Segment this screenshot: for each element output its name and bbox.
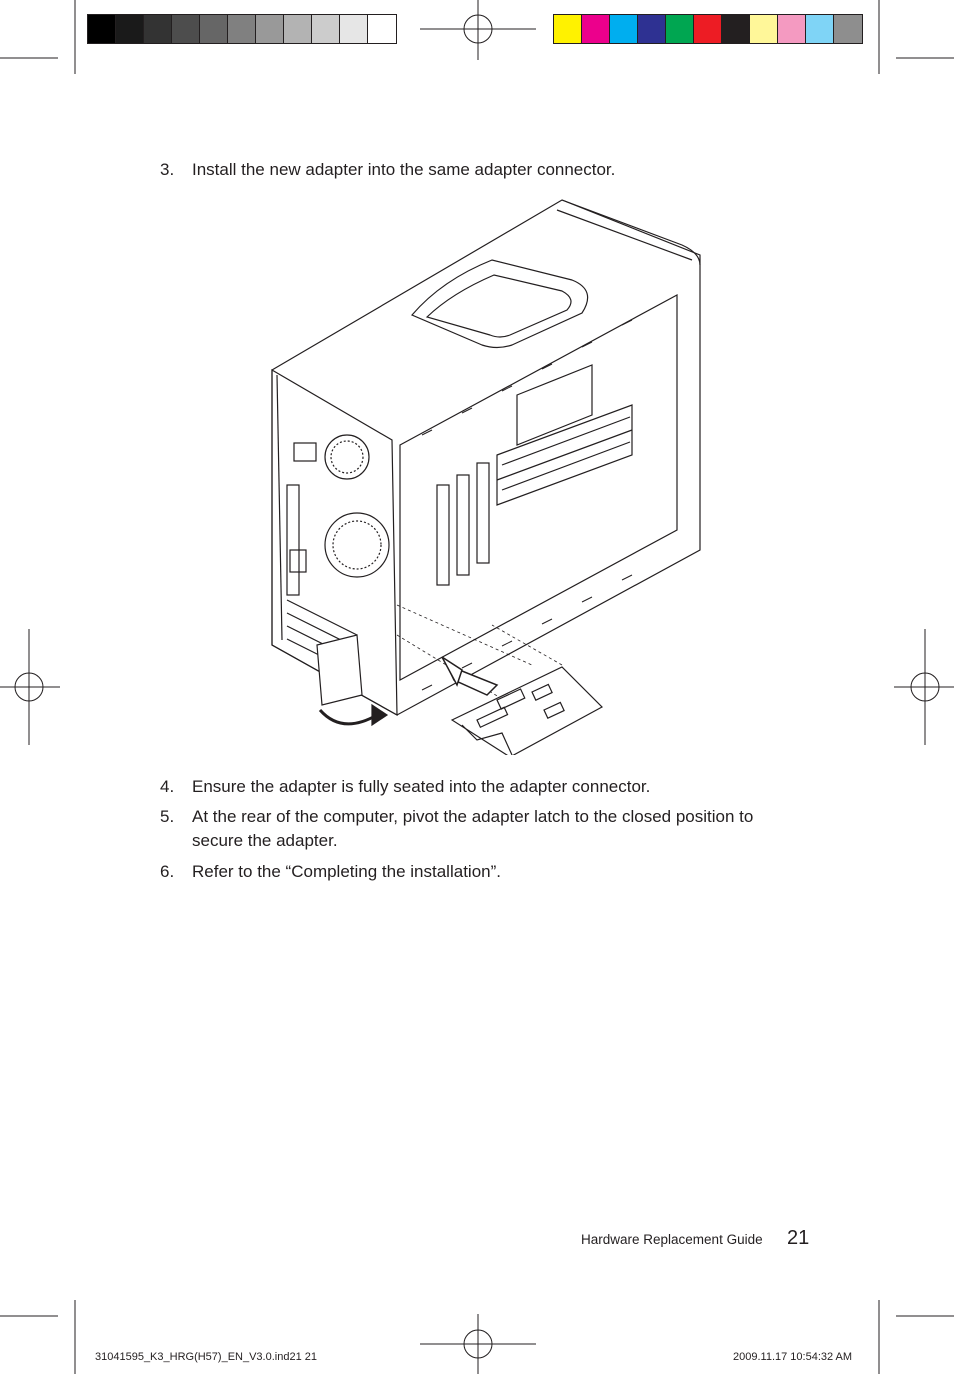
computer-adapter-installation-illustration xyxy=(262,195,712,755)
color-swatch xyxy=(722,15,750,43)
color-swatch xyxy=(806,15,834,43)
color-swatch xyxy=(340,15,368,43)
color-swatch xyxy=(116,15,144,43)
color-swatch xyxy=(172,15,200,43)
step-text: Ensure the adapter is fully seated into the adapter connector. xyxy=(192,777,651,796)
color-swatch xyxy=(200,15,228,43)
step-number: 3. xyxy=(160,160,175,179)
step-text: At the rear of the computer, pivot the adapter latch to the closed position to secure the adapter. xyxy=(192,807,754,850)
step-number: 6. xyxy=(160,862,175,881)
step-number: 4. xyxy=(160,777,175,796)
step-text: Install the new adapter into the same adapter connector. xyxy=(192,160,616,179)
slug-filename: 31041595_K3_HRG(H57)_EN_V3.0.ind21 21 xyxy=(95,1351,317,1363)
grayscale-color-bar xyxy=(87,14,397,44)
color-swatch xyxy=(750,15,778,43)
page-number: 21 xyxy=(787,1227,810,1249)
color-swatch xyxy=(228,15,256,43)
color-swatch xyxy=(88,15,116,43)
color-swatch xyxy=(256,15,284,43)
color-swatch xyxy=(582,15,610,43)
step-number: 5. xyxy=(160,807,175,826)
color-swatch xyxy=(610,15,638,43)
color-swatch xyxy=(368,15,396,43)
slug-timestamp: 2009.11.17 10:54:32 AM xyxy=(733,1351,853,1363)
color-swatch xyxy=(144,15,172,43)
color-swatch xyxy=(554,15,582,43)
color-swatch xyxy=(284,15,312,43)
color-swatch xyxy=(694,15,722,43)
color-swatch xyxy=(834,15,862,43)
process-color-bar xyxy=(553,14,863,44)
color-swatch xyxy=(638,15,666,43)
color-swatch xyxy=(778,15,806,43)
color-swatch xyxy=(312,15,340,43)
color-swatch xyxy=(666,15,694,43)
step-text: Refer to the “Completing the installation”. xyxy=(192,862,501,881)
footer-guide-title: Hardware Replacement Guide xyxy=(581,1232,763,1247)
